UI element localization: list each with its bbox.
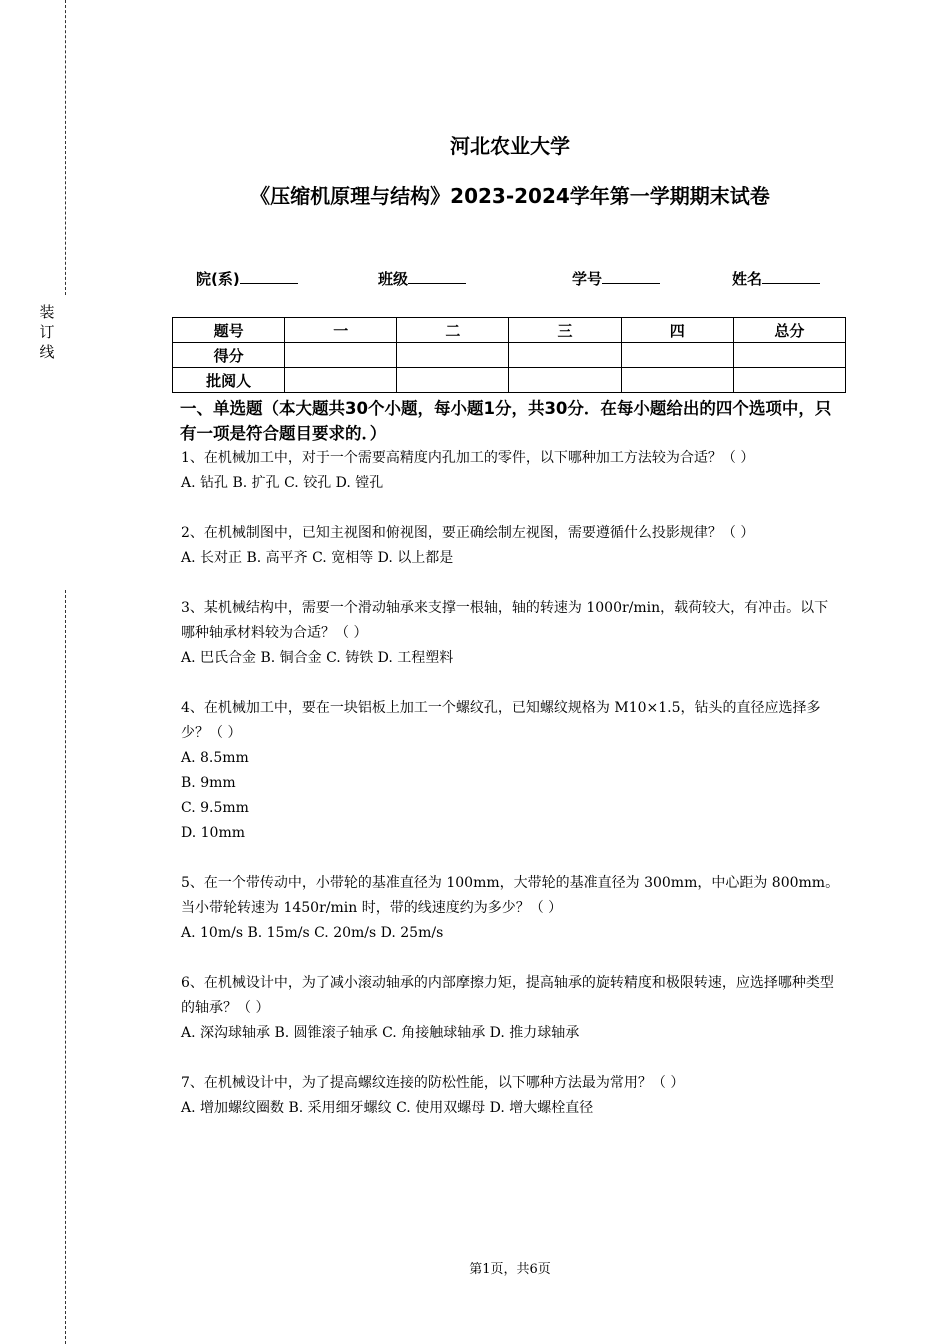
info-field-department: 院(系) xyxy=(196,268,298,289)
score-header-cell: 题号 xyxy=(173,318,285,343)
question-options: A. 巴氏合金 B. 铜合金 C. 铸铁 D. 工程塑料 xyxy=(181,650,454,666)
question-item xyxy=(181,871,841,946)
score-cell xyxy=(733,343,845,368)
question-option: D. 10mm xyxy=(181,825,245,841)
score-header-cell: 四 xyxy=(621,318,733,343)
score-header-cell: 总分 xyxy=(733,318,845,343)
score-cell xyxy=(285,343,397,368)
binding-dashed-line-bottom xyxy=(65,590,66,1344)
score-header-cell: 三 xyxy=(509,318,621,343)
fill-blank xyxy=(762,269,820,284)
fill-blank xyxy=(602,269,660,284)
score-cell xyxy=(733,368,845,393)
binding-label: 装 订 线 xyxy=(39,303,55,361)
score-header-cell: 一 xyxy=(285,318,397,343)
score-row-label: 得分 xyxy=(173,343,285,368)
question-stem: 5、在一个带传动中，小带轮的基准直径为 100mm，大带轮的基准直径为 300mm，中心距为 800mm。当小带轮转速为 1450r/min 时，带的线速度约为多少？（ ） xyxy=(181,875,840,916)
score-cell xyxy=(509,343,621,368)
question-stem: 2、在机械制图中，已知主视图和俯视图，要正确绘制左视图，需要遵循什么投影规律？（ ） xyxy=(181,525,755,541)
score-cell xyxy=(397,343,509,368)
info-field-class: 班级 xyxy=(378,268,466,289)
question-options: A. 增加螺纹圈数 B. 采用细牙螺纹 C. 使用双螺母 D. 增大螺栓直径 xyxy=(181,1100,594,1116)
page-number: 第1页，共6页 xyxy=(469,1262,551,1277)
question-stem: 7、在机械设计中，为了提高螺纹连接的防松性能，以下哪种方法最为常用？（ ） xyxy=(181,1075,685,1091)
question-options: A. 钻孔 B. 扩孔 C. 铰孔 D. 镗孔 xyxy=(181,475,384,491)
score-table-row xyxy=(173,368,846,393)
fill-blank xyxy=(240,269,298,284)
question-item xyxy=(181,696,841,846)
section-heading: 一、单选题（本大题共30个小题，每小题1分，共30分．在每小题给出的四个选项中，只有一项是符合题目要求的．） xyxy=(180,399,832,443)
question-stem: 4、在机械加工中，要在一块铝板上加工一个螺纹孔，已知螺纹规格为 M10×1.5，钻头的直径应选择多少？（ ） xyxy=(181,700,821,741)
question-options: A. 10m/s B. 15m/s C. 20m/s D. 25m/s xyxy=(181,925,444,941)
question-item xyxy=(181,596,841,671)
score-cell xyxy=(621,343,733,368)
score-row-label: 批阅人 xyxy=(173,368,285,393)
exam-title: 《压缩机原理与结构》2023-2024学年第一学期期末试卷 xyxy=(250,184,770,208)
question-option: C. 9.5mm xyxy=(181,800,249,816)
info-field-name: 姓名 xyxy=(732,268,820,289)
question-options: A. 长对正 B. 高平齐 C. 宽相等 D. 以上都是 xyxy=(181,550,454,566)
score-table-header-row xyxy=(173,318,846,343)
score-cell xyxy=(397,368,509,393)
question-list xyxy=(181,446,841,1146)
score-header-cell: 二 xyxy=(397,318,509,343)
university-title: 河北农业大学 xyxy=(450,134,570,158)
fill-blank xyxy=(408,269,466,284)
question-stem: 6、在机械设计中，为了减小滚动轴承的内部摩擦力矩，提高轴承的旋转精度和极限转速，应选择哪种类型的轴承？（ ） xyxy=(181,975,834,1016)
score-cell xyxy=(509,368,621,393)
info-field-student-id: 学号 xyxy=(572,268,660,289)
score-cell xyxy=(621,368,733,393)
question-item xyxy=(181,971,841,1046)
score-table-row xyxy=(173,343,846,368)
question-stem: 1、在机械加工中，对于一个需要高精度内孔加工的零件，以下哪种加工方法较为合适？（ ） xyxy=(181,450,755,466)
score-cell xyxy=(285,368,397,393)
question-option: A. 8.5mm xyxy=(181,750,249,766)
score-table xyxy=(172,317,846,393)
question-options: A. 深沟球轴承 B. 圆锥滚子轴承 C. 角接触球轴承 D. 推力球轴承 xyxy=(181,1025,580,1041)
question-item xyxy=(181,1071,841,1121)
question-stem: 3、某机械结构中，需要一个滑动轴承来支撑一根轴，轴的转速为 1000r/min，载荷较大，有冲击。以下哪种轴承材料较为合适？（ ） xyxy=(181,600,829,641)
question-item xyxy=(181,521,841,571)
question-option: B. 9mm xyxy=(181,775,236,791)
question-item xyxy=(181,446,841,496)
